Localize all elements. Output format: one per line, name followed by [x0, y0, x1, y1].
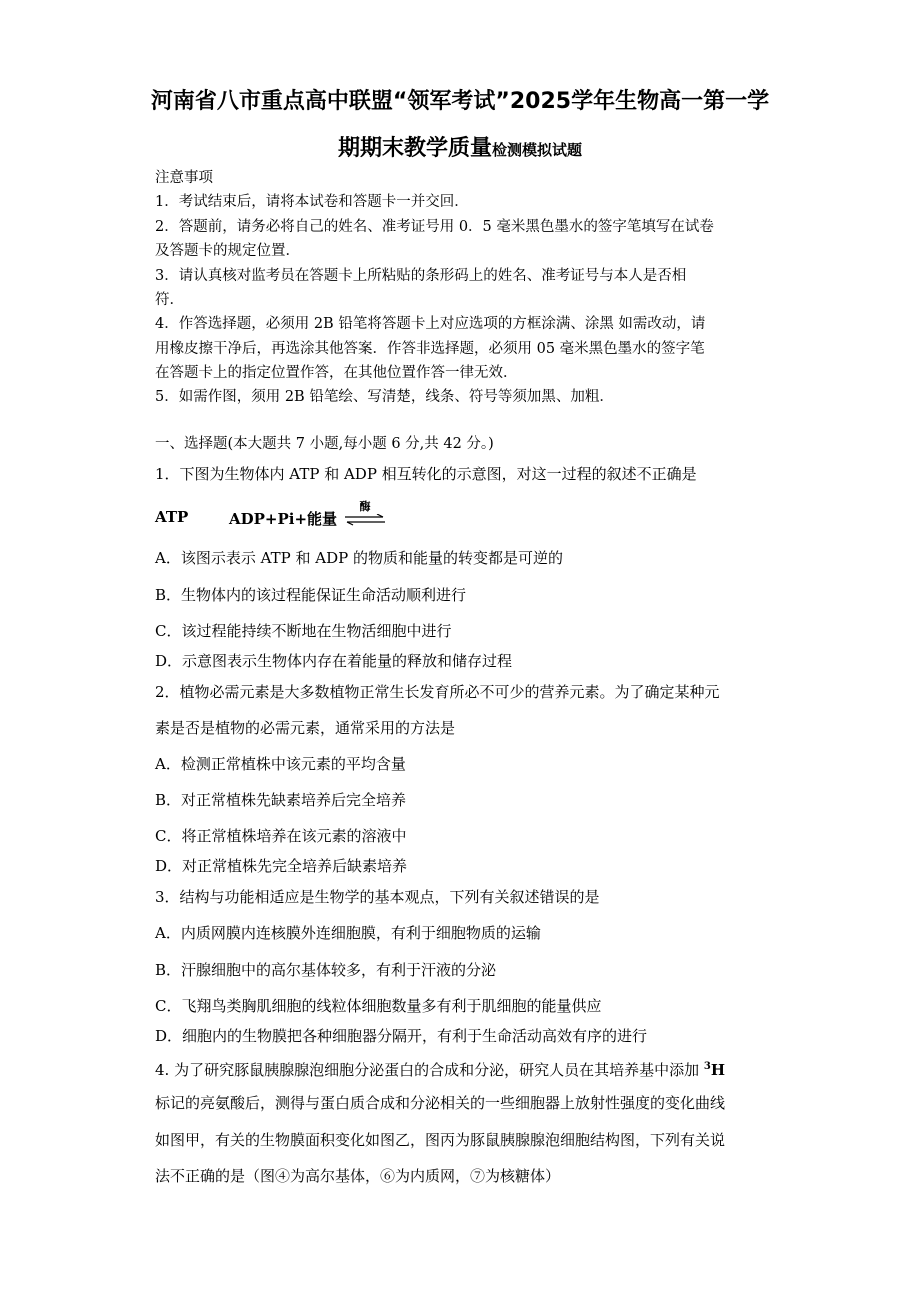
q3-option-c: C．飞翔鸟类胸肌细胞的线粒体细胞数量多有利于肌细胞的能量供应	[155, 997, 602, 1015]
reversible-arrow-icon	[343, 514, 387, 526]
formula-enzyme-label: 酶	[359, 500, 371, 513]
notice-line-5: 符．	[155, 292, 184, 308]
q1-option-a: A．该图示表示 ATP 和 ADP 的物质和能量的转变都是可逆的	[155, 549, 563, 567]
notice-heading: 注意事项	[155, 170, 213, 186]
q4-superscript: 3	[703, 1061, 711, 1072]
doc-title-line-1: 河南省八市重点高中联盟“领军考试”2025学年生物高一第一学	[150, 89, 770, 114]
q4-element-symbol: H	[710, 1061, 726, 1079]
q1-option-d: D．示意图表示生物体内存在着能量的释放和储存过程	[155, 652, 513, 670]
q4-stem-line-2: 标记的亮氨酸后，测得与蛋白质合成和分泌相关的一些细胞器上放射性强度的变化曲线	[155, 1094, 726, 1112]
notice-line-7: 用橡皮擦干净后，再选涂其他答案．作答非选择题，必须用 05 毫米黑色墨水的签字笔	[155, 341, 705, 357]
q4-stem-line-1	[155, 1057, 725, 1080]
notice-line-2: 2．答题前，请务必将自己的姓名、准考证号用 0．5 毫米黑色墨水的签字笔填写在试卷	[155, 219, 714, 235]
q2-option-c: C．将正常植株培养在该元素的溶液中	[155, 827, 407, 845]
formula-left: ATP	[155, 508, 189, 526]
notice-line-3: 及答题卡的规定位置．	[155, 243, 300, 259]
q1-stem: 1．下图为生物体内 ATP 和 ADP 相互转化的示意图，对这一过程的叙述不正确是	[155, 465, 697, 483]
formula-right: ADP+Pi+能量	[229, 510, 338, 528]
q1-option-c: C．该过程能持续不断地在生物活细胞中进行	[155, 622, 452, 640]
q4-stem-line-1-text: 4. 为了研究豚鼠胰腺腺泡细胞分泌蛋白的合成和分泌，研究人员在其培养基中添加	[155, 1061, 704, 1079]
notice-line-9: 5．如需作图，须用 2B 铅笔绘、写清楚，线条、符号等须加黑、加粗．	[155, 389, 614, 405]
notice-line-8: 在答题卡上的指定位置作答，在其他位置作答一律无效．	[155, 365, 518, 381]
q4-stem-line-4: 法不正确的是（图④为高尔基体，⑥为内质网，⑦为核糖体）	[155, 1167, 561, 1185]
notice-line-1: 1．考试结束后，请将本试卷和答题卡一并交回．	[155, 194, 469, 210]
doc-title-line-2	[0, 131, 920, 162]
q2-option-d: D．对正常植株先完全培养后缺素培养	[155, 857, 408, 875]
q3-stem: 3．结构与功能相适应是生物学的基本观点，下列有关叙述错误的是	[155, 888, 600, 906]
q3-option-d: D．细胞内的生物膜把各种细胞器分隔开，有利于生命活动高效有序的进行	[155, 1027, 648, 1045]
notice-line-4: 3．请认真核对监考员在答题卡上所粘贴的条形码上的姓名、准考证号与本人是否相	[155, 268, 687, 284]
notice-line-6: 4．作答选择题，必须用 2B 铅笔将答题卡上对应选项的方框涂满、涂黑 如需改动，请	[155, 316, 706, 332]
q2-stem-line-2: 素是否是植物的必需元素，通常采用的方法是	[155, 719, 456, 737]
doc-title-small: 检测模拟试题	[492, 141, 583, 159]
q2-stem-line-1: 2．植物必需元素是大多数植物正常生长发育所必不可少的营养元素。为了确定某种元	[155, 683, 720, 701]
q2-option-a: A．检测正常植株中该元素的平均含量	[155, 755, 406, 773]
q3-option-a: A．内质网膜内连核膜外连细胞膜，有利于细胞物质的运输	[155, 924, 541, 942]
q4-stem-line-3: 如图甲，有关的生物膜面积变化如图乙，图丙为豚鼠胰腺腺泡细胞结构图，下列有关说	[155, 1131, 726, 1149]
doc-title-main: 期期末教学质量	[337, 136, 492, 161]
section-heading: 一、选择题(本大题共 7 小题,每小题 6 分,共 42 分。)	[155, 436, 494, 452]
q1-option-b: B．生物体内的该过程能保证生命活动顺利进行	[155, 586, 467, 604]
q3-option-b: B．汗腺细胞中的高尔基体较多，有利于汗液的分泌	[155, 961, 497, 979]
q2-option-b: B．对正常植株先缺素培养后完全培养	[155, 791, 407, 809]
